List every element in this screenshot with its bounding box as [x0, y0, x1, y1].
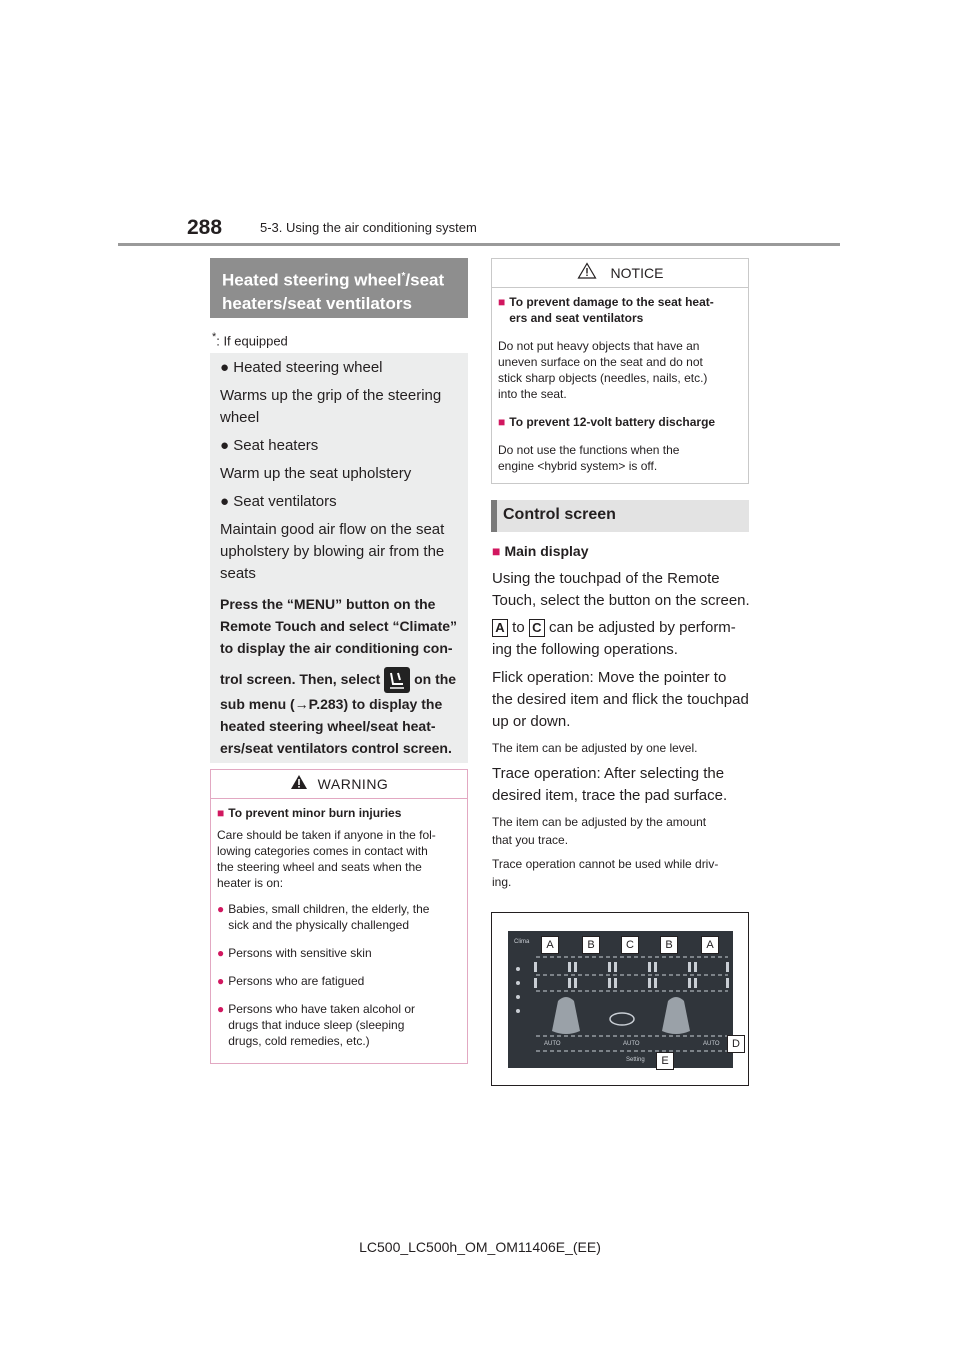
seat-menu-icon — [384, 667, 410, 693]
auto-label: AUTO — [623, 1041, 640, 1047]
heading-text-2: /seat — [405, 270, 445, 290]
feature-desc: seats — [220, 565, 256, 582]
paragraph: desired item, trace the pad surface. — [492, 787, 728, 804]
setting-label: Setting — [626, 1057, 645, 1063]
heading-text-line2: heaters/seat ventilators — [222, 293, 412, 313]
section-heading — [210, 258, 468, 318]
feature-title: ● Heated steering wheel — [220, 359, 383, 376]
heading-asterisk: * — [401, 271, 406, 282]
notice-text: Do not use the functions when the engine <hybrid system> is off. — [498, 443, 680, 473]
paragraph: Using the touchpad of the Remote — [492, 570, 720, 587]
callout-b-right: B — [660, 936, 678, 954]
note: Trace operation cannot be used while driv- — [492, 857, 719, 871]
paragraph: up or down. — [492, 713, 571, 730]
list-item: ● Persons who are fatigued — [217, 974, 365, 988]
label-a: A — [492, 619, 508, 637]
instruction-text: ers/seat ventilators control screen. — [220, 740, 452, 757]
notice-box — [491, 258, 749, 484]
note: The item can be adjusted by one level. — [492, 741, 698, 755]
notice-subheading: ■ To prevent damage to the seat heat- ers and seat ventilators — [498, 295, 714, 325]
instruction-text: Remote Touch and select “Climate” — [220, 618, 458, 634]
paragraph: A to C can be adjusted by perform- — [492, 617, 754, 639]
instruction-text: trol screen. Then, select on the — [220, 665, 458, 693]
feature-desc: upholstery by blowing air from the — [220, 543, 445, 560]
chapter-title: 5-3. Using the air conditioning system — [260, 220, 477, 235]
main-display-heading: ■ Main display — [492, 543, 589, 559]
list-item: ● Persons with sensitive skin — [217, 946, 372, 960]
note: The item can be adjusted by the amount — [492, 815, 707, 829]
footnote-mark: * — [212, 331, 217, 343]
paragraph: Touch, select the button on the screen. — [492, 592, 750, 609]
footnote-text: : If equipped — [216, 333, 288, 349]
warning-box — [210, 769, 468, 1064]
auto-label: AUTO — [703, 1041, 720, 1047]
instruction-text: heated steering wheel/seat heat- — [220, 718, 436, 735]
screen-illustration-frame — [491, 912, 749, 1086]
warning-header — [211, 770, 467, 799]
callout-e: E — [656, 1052, 674, 1070]
callout-d: D — [727, 1035, 745, 1053]
paragraph: Flick operation: Move the pointer to — [492, 669, 727, 686]
heading-text-1: Heated steering wheel — [222, 270, 402, 290]
note: that you trace. — [492, 833, 569, 847]
screen-title: Clima — [514, 939, 530, 945]
instruction-text: Press the “MENU” button on the — [220, 596, 436, 612]
footer-doc-id: LC500_LC500h_OM_OM11406E_(EE) — [359, 1239, 601, 1255]
callout-b-left: B — [582, 936, 600, 954]
features-panel — [210, 353, 468, 763]
feature-title: ● Seat heaters — [220, 437, 319, 454]
control-description — [492, 540, 754, 891]
paragraph: the desired item and flick the touchpad — [492, 691, 749, 708]
feature-desc: Warms up the grip of the steering — [220, 387, 442, 404]
page-number: 288 — [187, 216, 223, 239]
list-item: ● Persons who have taken alcohol or drugs that induce sleep (sleeping drugs, cold remedies, etc.) — [217, 1002, 416, 1048]
paragraph: Trace operation: After selecting the — [492, 765, 725, 782]
auto-label: AUTO — [544, 1041, 561, 1047]
callout-a-right: A — [701, 936, 719, 954]
feature-desc: Maintain good air flow on the seat — [220, 521, 445, 538]
label-c: C — [529, 619, 545, 637]
instruction-text: sub menu (→P.283) to display the — [220, 696, 443, 713]
warning-triangle-icon — [290, 771, 308, 799]
notice-triangle-icon — [577, 260, 597, 288]
instruction-text: to display the air conditioning con- — [220, 640, 453, 656]
list-item: ● Babies, small children, the elderly, the sick and the physically challenged — [217, 902, 430, 932]
callout-c: C — [621, 936, 639, 954]
warning-text: Care should be taken if anyone in the fol- lowing categories comes in contact with the steering wheel and seats when the heater is on: — [217, 828, 436, 890]
notice-text: Do not put heavy objects that have an uneven surface on the seat and do not stick sharp objects (needles, nails, etc.) into the seat. — [498, 339, 708, 401]
callout-a-left: A — [541, 936, 559, 954]
notice-header — [492, 259, 748, 288]
feature-desc: Warm up the seat upholstery — [220, 465, 412, 482]
control-screen-heading: Control screen — [491, 500, 749, 532]
warning-title: WARNING — [317, 776, 389, 792]
footnote — [212, 331, 288, 348]
paragraph: ing the following operations. — [492, 641, 678, 658]
feature-title: ● Seat ventilators — [220, 493, 337, 510]
feature-desc: wheel — [220, 409, 260, 426]
notice-title: NOTICE — [610, 265, 664, 281]
note: ing. — [492, 875, 512, 889]
header-rule — [118, 243, 840, 246]
notice-subheading: ■ To prevent 12-volt battery discharge — [498, 415, 716, 429]
warning-subheading: ■ To prevent minor burn injuries — [217, 806, 402, 820]
